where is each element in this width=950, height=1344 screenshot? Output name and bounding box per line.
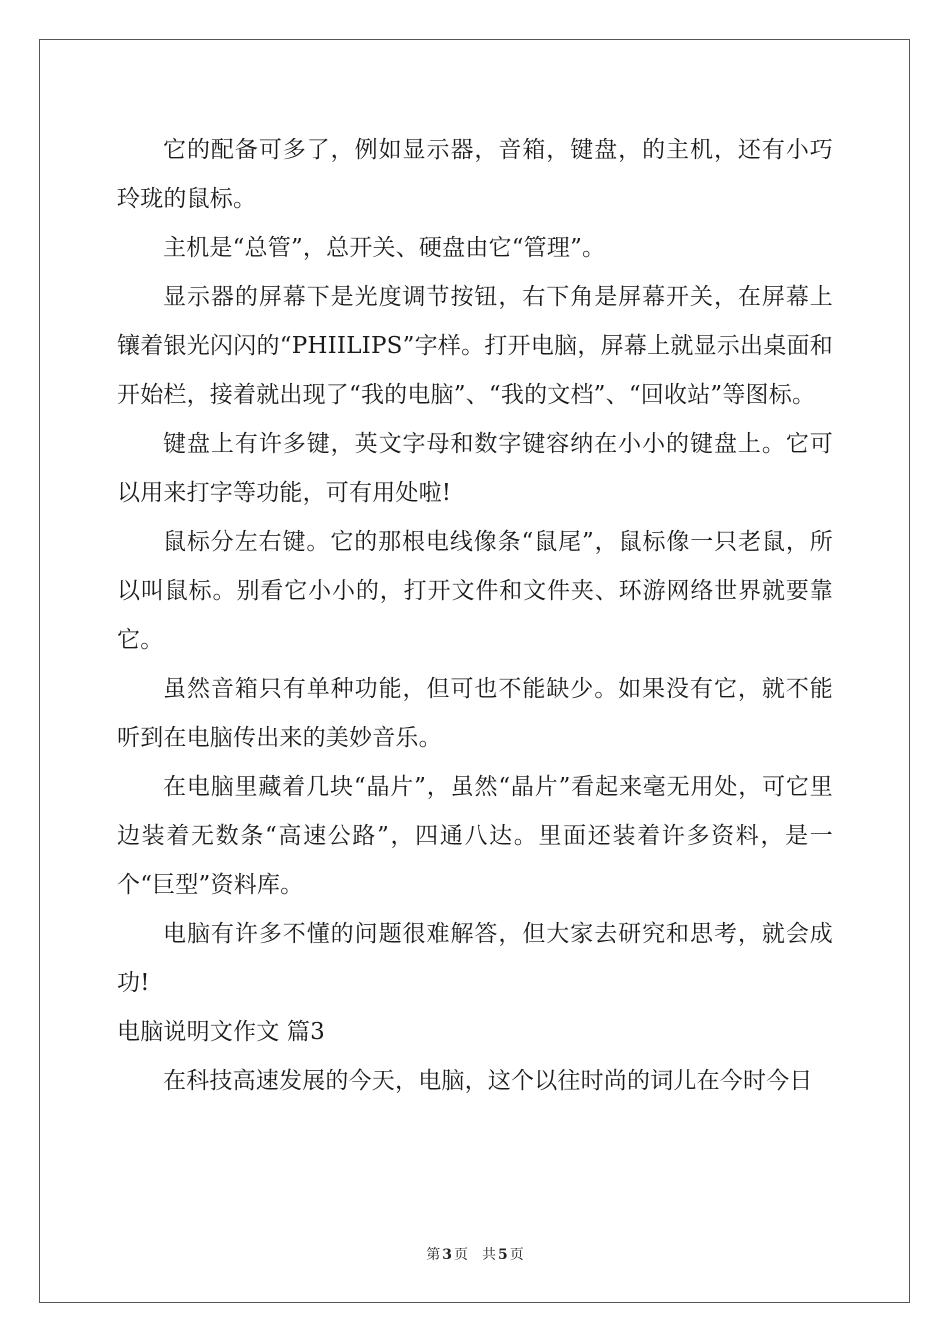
- paragraph-9: 在科技高速发展的今天，电脑，这个以往时尚的词儿在今时今日: [163, 1068, 813, 1094]
- page-current: 3: [442, 1247, 452, 1263]
- document-body: [117, 126, 833, 1106]
- paragraph-5: 鼠标分左右键。它的那根电线像条“鼠尾”，鼠标像一只老鼠，所以叫鼠标。别看它小小的，打开文件和文件夹、环游网络世界就要靠它。: [117, 529, 833, 653]
- page-total: 共 5 页: [482, 1247, 524, 1263]
- paragraph-7: 在电脑里藏着几块“晶片”，虽然“晶片”看起来毫无用处，可它里边装着无数条“高速公路”，四通八达。里面还装着许多资料，是一个“巨型”资料库。: [117, 774, 833, 898]
- paragraph-2: 主机是“总管”，总开关、硬盘由它“管理”。: [163, 235, 606, 261]
- page-number: 第 3 页: [426, 1247, 468, 1263]
- paragraph-3: 显示器的屏幕下是光度调节按钮，右下角是屏幕开关，在屏幕上镶着银光闪闪的“PHIILIPS”字样。打开电脑，屏幕上就显示出桌面和开始栏，接着就出现了“我的电脑”、“我的文档”、“回收站”等图标。: [117, 284, 833, 408]
- section-heading: 电脑说明文作文 篇3: [117, 1019, 325, 1045]
- paragraph-4: 键盘上有许多键，英文字母和数字键容纳在小小的键盘上。它可以用来打字等功能，可有用处啦!: [117, 431, 833, 506]
- paragraph-6: 虽然音箱只有单种功能，但可也不能缺少。如果没有它，就不能听到在电脑传出来的美妙音乐。: [117, 676, 833, 751]
- paragraph-8: 电脑有许多不懂的问题很难解答，但大家去研究和思考，就会成功!: [117, 921, 833, 996]
- paragraph-1: 它的配备可多了，例如显示器，音箱，键盘，的主机，还有小巧玲珑的鼠标。: [117, 137, 833, 212]
- page-total-number: 5: [498, 1247, 508, 1263]
- page-footer: [0, 1244, 950, 1264]
